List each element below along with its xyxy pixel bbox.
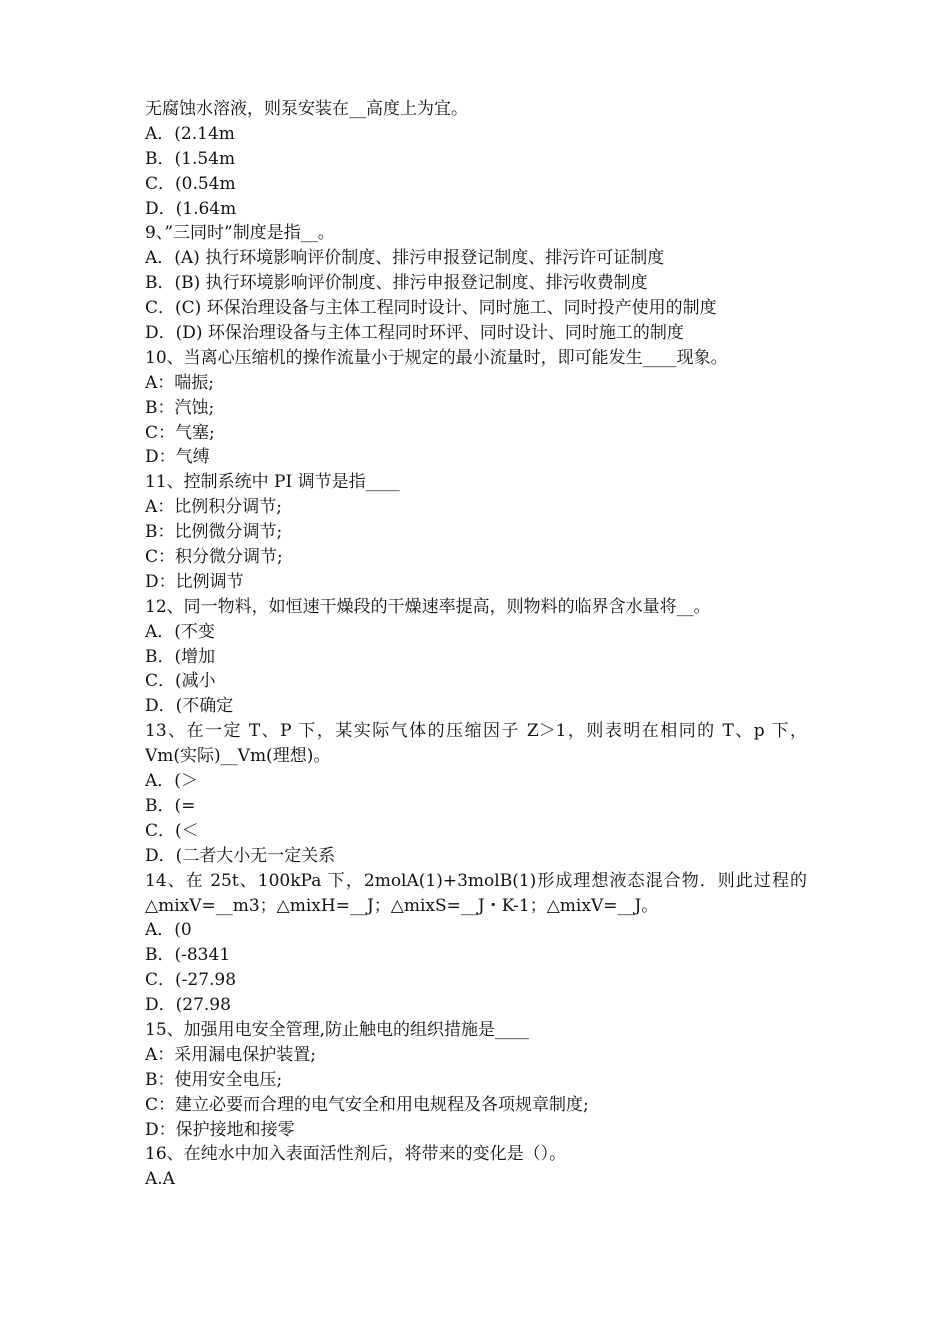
text-line: B：比例微分调节; [145,522,283,543]
question-line: 12、同一物料，如恒速干燥段的干燥速率提高，则物料的临界含水量将__。 [145,596,711,617]
text-line: B．(1.54m [145,148,236,169]
text-line: D：比例调节 [145,571,244,592]
text-line: A．(2.14m [145,123,235,144]
text-line: 无腐蚀水溶液，则泵安装在__高度上为宜。 [145,99,468,119]
text-line: C：积分微分调节; [145,547,283,568]
question-line: 13、在一定 T、P 下，某实际气体的压缩因子 Z＞1，则表明在相同的 T、p 下， [145,721,807,742]
question-line: 9、”三同时”制度是指__。 [145,223,335,244]
text-line: D：气缚 [145,447,210,468]
text-line: D．(不确定 [145,696,234,717]
text-line: A．(0 [145,920,192,941]
text-line: C：气塞; [145,422,215,443]
text-line: A．(A) 执行环境影响评价制度、排污申报登记制度、排污许可证制度 [145,248,665,269]
text-line: C：建立必要而合理的电气安全和用电规程及各项规章制度; [145,1094,589,1115]
question-line: 10、当离心压缩机的操作流量小于规定的最小流量时，即可能发生____现象。 [145,347,728,368]
text-line: D：保护接地和接零 [145,1119,295,1140]
text-line: A：采用漏电保护装置; [145,1044,317,1065]
text-line: B．(= [145,795,196,816]
text-line: A.A [145,1169,175,1190]
text-line: B．(-8341 [145,945,231,966]
text-line: D．(D) 环保治理设备与主体工程同时环评、同时设计、同时施工的制度 [145,323,684,344]
text-line: A．(＞ [145,771,198,792]
text-line: A：比例积分调节; [145,497,283,518]
text-line: B．(B) 执行环境影响评价制度、排污申报登记制度、排污收费制度 [145,273,648,294]
text-line: C．(减小 [145,671,216,692]
question-line: 16、在纯水中加入表面活性剂后，将带来的变化是（）。 [145,1144,567,1165]
text-line: B：使用安全电压; [145,1069,283,1090]
text-line: C．(-27.98 [145,970,237,991]
document-body [145,97,807,1192]
text-line: D．(二者大小无一定关系 [145,845,336,866]
question-line: 14、在 25t、100kPa 下，2molA(1)+3molB(1)形成理想液态混合物．则此过程的 [145,870,807,891]
text-line: D．(27.98 [145,995,231,1016]
question-line: 11、控制系统中 PI 调节是指____ [145,472,400,493]
text-line: D．(1.64m [145,198,237,219]
text-line: △mixV=__m3；△mixH=__J；△mixS=__J・K-1；△mixV=__J。 [145,895,659,916]
text-line: C．(C) 环保治理设备与主体工程同时设计、同时施工、同时投产使用的制度 [145,298,717,319]
text-line: A．(不变 [145,621,215,642]
text-line: C．(＜ [145,820,199,841]
text-line: B：汽蚀; [145,397,215,418]
text-line: Vm(实际)__Vm(理想)。 [145,746,331,767]
text-line: A：喘振; [145,372,215,393]
text-line: C．(0.54m [145,173,236,194]
question-line: 15、加强用电安全管理,防止触电的组织措施是____ [145,1019,530,1040]
text-line: B．(增加 [145,646,216,667]
